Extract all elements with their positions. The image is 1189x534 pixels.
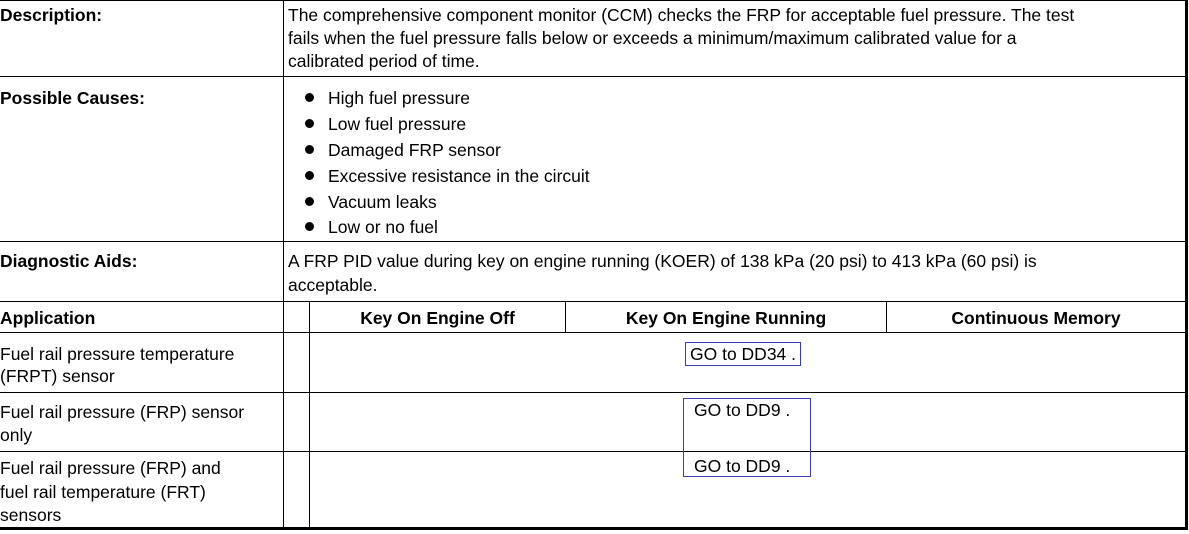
application-row-label: (FRPT) sensor <box>0 366 115 386</box>
row-divider <box>0 392 1186 393</box>
application-row-label: fuel rail temperature (FRT) <box>0 482 206 502</box>
application-row-label: sensors <box>0 505 62 525</box>
row-divider <box>0 76 1186 77</box>
bullet-icon <box>305 119 314 128</box>
table-right-border <box>1185 0 1188 530</box>
row-divider <box>0 451 1186 452</box>
koer-header: Key On Engine Running <box>625 308 827 328</box>
row-divider <box>0 301 1186 302</box>
diagnostic-aids-line: A FRP PID value during key on engine running (KOER) of 138 kPa (20 psi) to 413 kPa (60 psi) is <box>288 251 1037 271</box>
label-column-divider <box>283 0 284 530</box>
bullet-icon <box>305 171 314 180</box>
application-row-label: Fuel rail pressure (FRP) and <box>0 458 221 478</box>
bullet-icon <box>305 93 314 102</box>
table-bottom-border <box>0 527 1188 530</box>
description-line: fails when the fuel pressure falls below or exceeds a minimum/maximum calibrated value for a <box>288 28 1017 48</box>
go-to-dd34-link[interactable]: GO to DD34 . <box>685 342 801 366</box>
row-divider <box>0 332 1186 333</box>
possible-causes-label: Possible Causes: <box>0 88 145 108</box>
bullet-icon <box>305 222 314 231</box>
application-row-label: Fuel rail pressure (FRP) sensor <box>0 402 245 422</box>
application-row-label: Fuel rail pressure temperature <box>0 344 235 364</box>
cause-text: Low or no fuel <box>328 217 438 237</box>
cause-text: Vacuum leaks <box>328 192 437 212</box>
diagnostic-aids-label: Diagnostic Aids: <box>0 251 138 271</box>
cause-text: Damaged FRP sensor <box>328 140 501 160</box>
cause-text: Excessive resistance in the circuit <box>328 166 590 186</box>
koeo-header: Key On Engine Off <box>360 308 515 328</box>
cause-text: High fuel pressure <box>328 88 471 108</box>
narrow-column-divider <box>309 301 310 530</box>
go-to-dd9-link[interactable]: GO to DD9 . <box>694 400 791 420</box>
application-header: Application <box>0 308 96 328</box>
bullet-icon <box>305 197 314 206</box>
application-row-label: only <box>0 425 33 445</box>
cause-text: Low fuel pressure <box>328 114 467 134</box>
diagnostic-aids-line: acceptable. <box>288 275 378 295</box>
row-divider <box>0 0 1186 1</box>
description-line: The comprehensive component monitor (CCM) checks the FRP for acceptable fuel pressure. The test <box>288 5 1075 25</box>
description-line: calibrated period of time. <box>288 51 480 71</box>
continuous-memory-header: Continuous Memory <box>951 308 1121 328</box>
row-divider <box>0 241 1186 242</box>
bullet-icon <box>305 145 314 154</box>
go-to-dd9-link[interactable]: GO to DD9 . <box>694 456 791 476</box>
description-label: Description: <box>0 5 103 25</box>
